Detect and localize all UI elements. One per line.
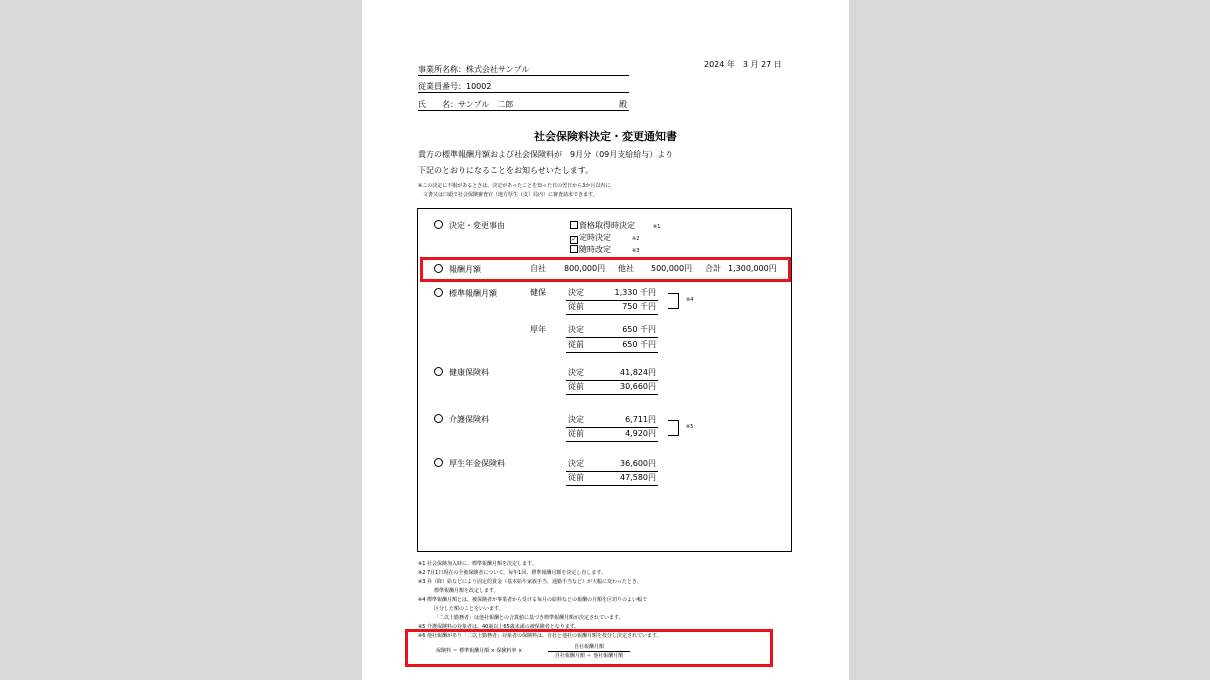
pension-label: 厚年 [530,325,546,334]
document-page [362,0,849,680]
row-value: 4,920円 [625,429,656,438]
row-label: 決定 [568,415,584,424]
row-label: 決定 [568,459,584,468]
employee-name-line [418,100,629,111]
standard-note: ※4 [686,297,694,303]
issue-date: 2024 年 3 月 27 日 [704,60,782,69]
intro-text-1: 貴方の標準報酬月額および社会保険料が 9月分（09月支給給与）より [418,150,674,159]
footnote: ※1 社会保険加入時に、標準報酬月額を決定します。 [418,561,537,567]
employee-number-line [418,82,629,93]
footnote: ※4 標準報酬月額とは、被保険者が事業者から受ける毎月の給料などの報酬の月額を区切りのよい幅で [418,597,647,603]
row-value: 650 千円 [622,325,656,334]
honorific: 殿 [619,100,627,109]
std-health-previous-row [566,301,658,315]
row-label: 決定 [568,288,584,297]
own-company-label: 自社 [530,264,546,273]
standard-remuneration-row [434,288,497,299]
employee-number-label: 従業員番号： [418,82,466,91]
circle-bullet-icon [434,458,443,467]
health-insurance-label: 健保 [530,288,546,297]
formula-numerator: 自社報酬月額 [548,644,630,652]
reason-option-note: ※2 [632,236,640,242]
circle-bullet-icon [434,414,443,423]
circle-bullet-icon [434,367,443,376]
care-note: ※5 [686,424,694,430]
monthly-pay-highlight [420,257,791,282]
bracket-icon [668,293,679,309]
row-label: 従前 [568,340,584,349]
health-previous-row [566,381,658,395]
reason-option-label: 定時決定 [579,233,611,242]
std-pension-decided-row [566,324,658,338]
care-decided-row [566,414,658,428]
pension-previous-row [566,472,658,486]
reason-option-note: ※1 [653,224,661,230]
reason-option-label: 資格取得時決定 [579,221,635,230]
footnote-6-highlight [405,629,773,667]
office-name: 株式会社サンプル [466,65,530,74]
reason-option-1[interactable] [570,221,635,231]
standard-remuneration-label: 標準報酬月額 [449,289,497,298]
pension-decided-row [566,458,658,472]
row-label: 決定 [568,325,584,334]
reason-row [434,220,505,231]
row-label: 従前 [568,382,584,391]
employee-name: サンプル 二郎 [458,100,514,109]
row-value: 36,600円 [620,459,656,468]
std-pension-previous-row [566,339,658,353]
health-insurance-row [434,367,489,378]
total-pay: 1,300,000円 [728,264,777,273]
formula-denominator: 自社報酬月額 ＋ 他社報酬月額 [554,653,624,659]
own-company-pay: 800,000円 [564,264,606,273]
reason-option-2[interactable] [570,233,611,244]
formula-left: 保険料 ＝ 標準報酬月額 × 保険料率 × [436,648,523,654]
other-company-pay: 500,000円 [651,264,693,273]
row-value: 750 千円 [622,302,656,311]
reason-label: 決定・変更事由 [449,221,505,230]
monthly-pay-label: 報酬月額 [449,265,481,274]
circle-bullet-icon [434,288,443,297]
checkbox-icon[interactable] [570,245,578,253]
pension-insurance-row [434,458,505,469]
std-health-decided-row [566,287,658,301]
employee-name-label: 氏 名： [418,100,458,109]
pension-insurance-premium-label: 厚生年金保険料 [449,459,505,468]
footnote: ※2 7月1日現在の全被保険者について、毎年1回、標準報酬月額を決定し直します。 [418,570,606,576]
appeal-notice-1: ※この決定に不服があるときは、決定があったことを知った日の翌日から3か月以内に [418,183,611,189]
footnote: ※6 他社報酬があり「二以上勤務者」対象者の保険料は、自社と他社の報酬月額を按分し決定されています。 [418,633,662,639]
care-previous-row [566,428,658,442]
health-decided-row [566,367,658,381]
circle-bullet-icon [434,220,443,229]
row-label: 従前 [568,473,584,482]
row-value: 650 千円 [622,340,656,349]
row-label: 従前 [568,302,584,311]
footnote: ※3 昇（降）給などにより固定的賃金（基本給や家族手当、通勤手当など）が大幅に変わったとき、 [418,579,642,585]
care-insurance-premium-label: 介護保険料 [449,415,489,424]
footnote: ※5 介護保険料の対象者は、40歳以上65歳未満の被保険者となります。 [418,624,580,630]
row-label: 決定 [568,368,584,377]
employee-number: 10002 [466,82,492,91]
footnote: 「二以上勤務者」は他社報酬との合算値に基づき標準報酬月額が決定されています。 [434,615,624,621]
row-value: 30,660円 [620,382,656,391]
office-label: 事業所名称： [418,65,466,74]
reason-option-label: 随時改定 [579,245,611,254]
row-value: 41,824円 [620,368,656,377]
care-insurance-row [434,414,489,425]
checked-checkbox-icon[interactable]: ✓ [571,236,577,243]
row-value: 6,711円 [625,415,656,424]
other-company-label: 他社 [618,264,634,273]
checkbox-icon[interactable] [570,221,578,229]
row-value: 1,330 千円 [614,288,656,297]
row-label: 従前 [568,429,584,438]
document-title: 社会保険料決定・変更通知書 [534,130,677,143]
appeal-notice-2: 文書又は口頭で社会保険審査官（地方厚生（支）局内）に審査請求できます。 [418,192,598,198]
reason-option-3[interactable] [570,245,611,255]
bracket-icon [668,420,679,436]
row-value: 47,580円 [620,473,656,482]
intro-text-2: 下記のとおりになることをお知らせいたします。 [418,166,594,175]
reason-option-note: ※3 [632,248,640,254]
health-insurance-premium-label: 健康保険料 [449,368,489,377]
footnote: 標準報酬月額を改定します。 [434,588,499,594]
office-name-line [418,65,629,76]
total-label: 合計 [705,264,721,273]
footnote: 区分した額のことをいいます。 [434,606,504,612]
